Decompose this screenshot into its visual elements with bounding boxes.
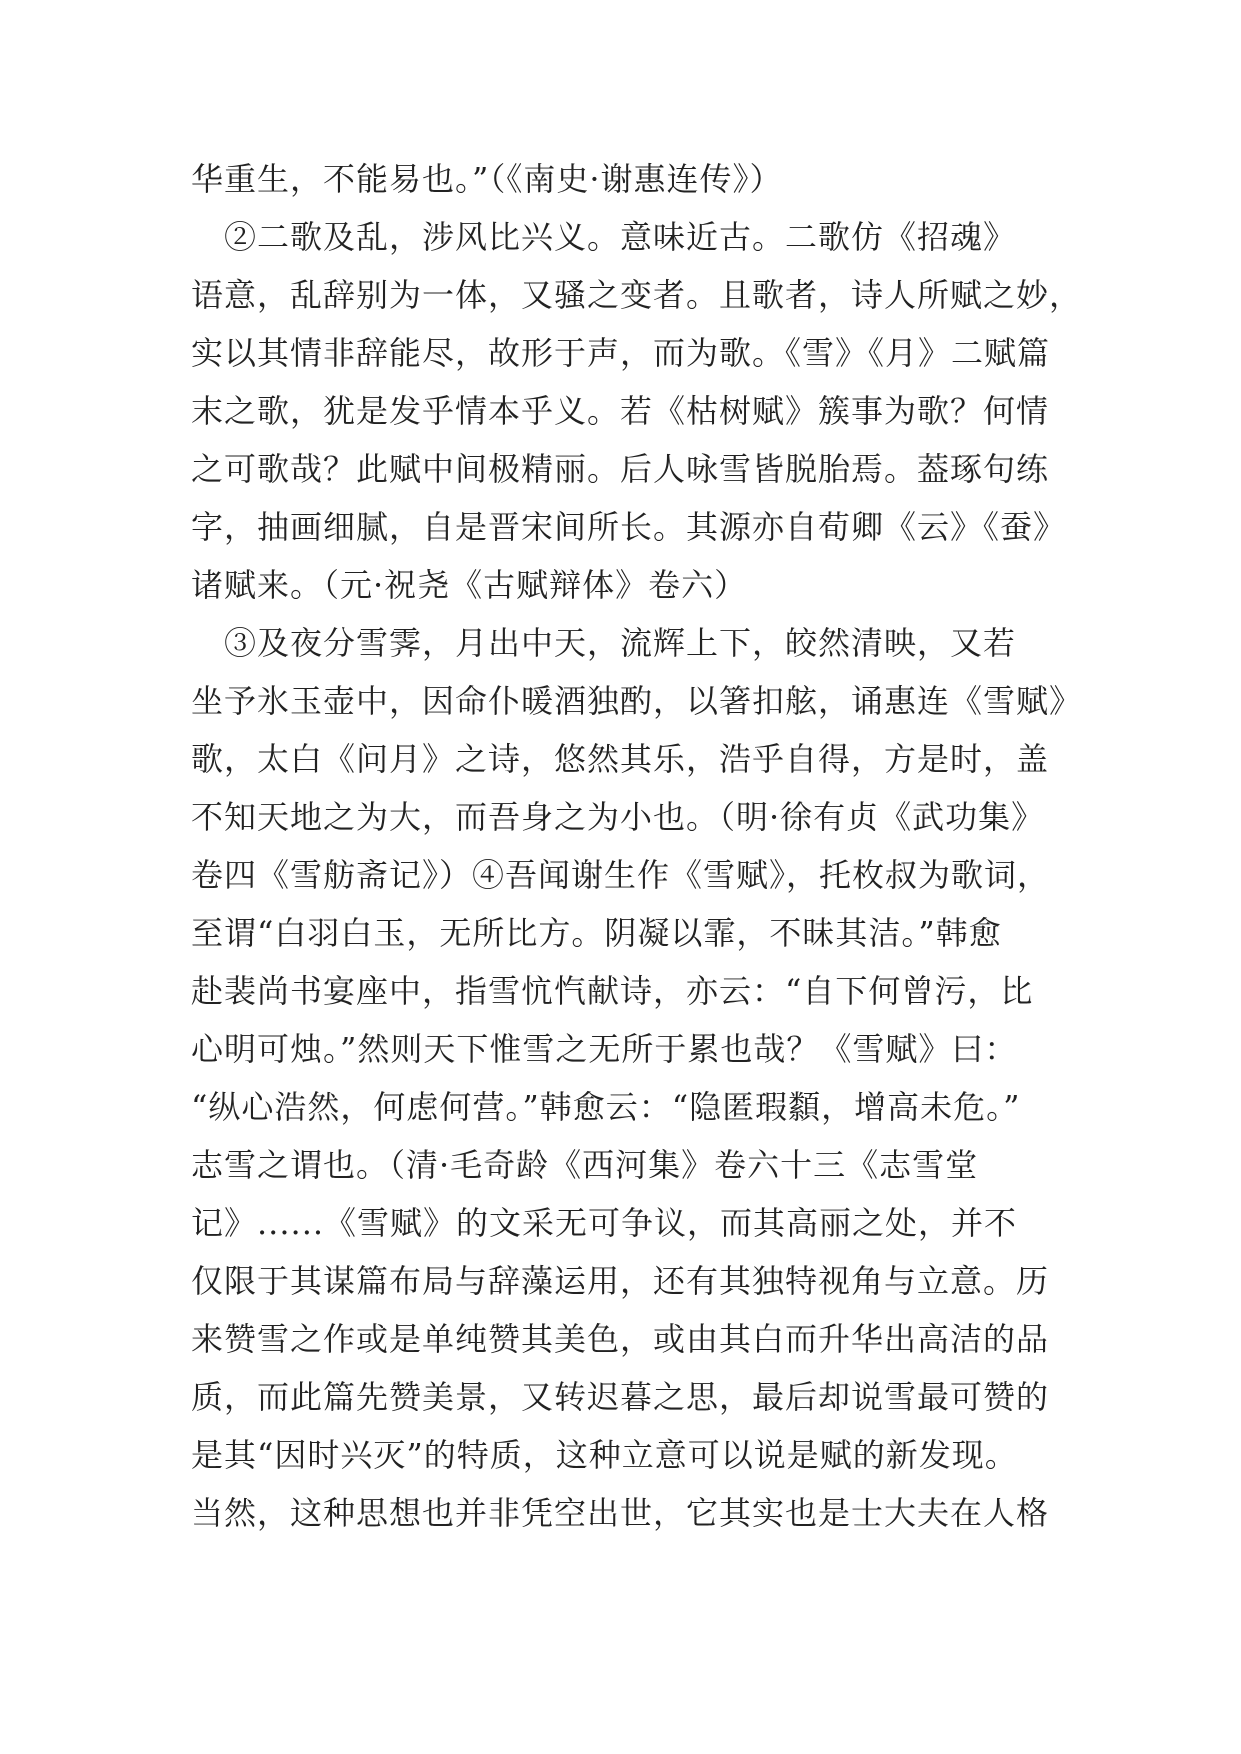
text-line: 赴裴尚书宴座中，指雪忼忾献诗，亦云：“自下何曾污，比 [191,972,1034,1010]
text-line: 志雪之谓也。（清·毛奇龄《西河集》卷六十三《志雪堂 [191,1146,979,1184]
text-line: 记》......《雪赋》的文采无可争议，而其高丽之处，并不 [191,1204,1018,1242]
text-line: 仅限于其谋篇布局与辞藻运用，还有其独特视角与立意。历 [191,1262,1050,1300]
text-line: 是其“因时兴灭”的特质，这种立意可以说是赋的新发现。 [191,1436,1018,1474]
text-line: 来赞雪之作或是单纯赞其美色，或由其白而升华出高洁的品 [191,1320,1050,1358]
text-line: ③及夜分雪霁，月出中天，流辉上下，皎然清映，又若 [191,624,1017,662]
text-line: 诸赋来。（元·祝尧《古赋辩体》卷六） [191,566,748,604]
text-line: 语意，乱辞别为一体，又骚之变者。且歌者，诗人所赋之妙， [191,276,1083,314]
text-line: 坐予氷玉壶中，因命仆暖酒独酌，以箸扣舷，诵惠连《雪赋》 [191,682,1083,720]
text-line: 质，而此篇先赞美景，又转迟暮之思，最后却说雪最可赞的 [191,1378,1050,1416]
text-line: “纵心浩然，何虑何营。”韩愈云：“隐匿瑕纇，增高未危。” [191,1088,1021,1126]
text-line: 歌，太白《问月》之诗，悠然其乐，浩乎自得，方是时，盖 [191,740,1050,778]
text-line: 卷四《雪舫斋记》）④吾闻谢生作《雪赋》，托枚叔为歌词， [191,856,1051,894]
text-line: 不知天地之为大，而吾身之为小也。（明·徐有贞《武功集》 [191,798,1045,836]
text-line: 之可歌哉？此赋中间极精丽。后人咏雪皆脱胎焉。葢琢句练 [191,450,1050,488]
text-line: ②二歌及乱，涉风比兴义。意味近古。二歌仿《招魂》 [191,218,1017,256]
text-line: 字，抽画细腻，自是晋宋间所长。其源亦自荀卿《云》《蚕》 [191,508,1067,546]
text-line: 末之歌，犹是发乎情本乎义。若《枯树赋》簇事为歌？何情 [191,392,1050,430]
text-line: 当然，这种思想也并非凭空出世，它其实也是士大夫在人格 [191,1494,1050,1532]
text-line: 华重生，不能易也。”（《南史·谢惠连传》） [191,160,783,198]
body-text [191,150,1083,1542]
text-line: 实以其情非辞能尽，故形于声，而为歌。《雪》《月》二赋篇 [191,334,1051,372]
text-line: 心明可烛。”然则天下惟雪之无所于累也哉？《雪赋》曰： [191,1030,1018,1068]
text-line: 至谓“白羽白玉，无所比方。阴凝以霏，不昧其洁。”韩愈 [191,914,1002,952]
